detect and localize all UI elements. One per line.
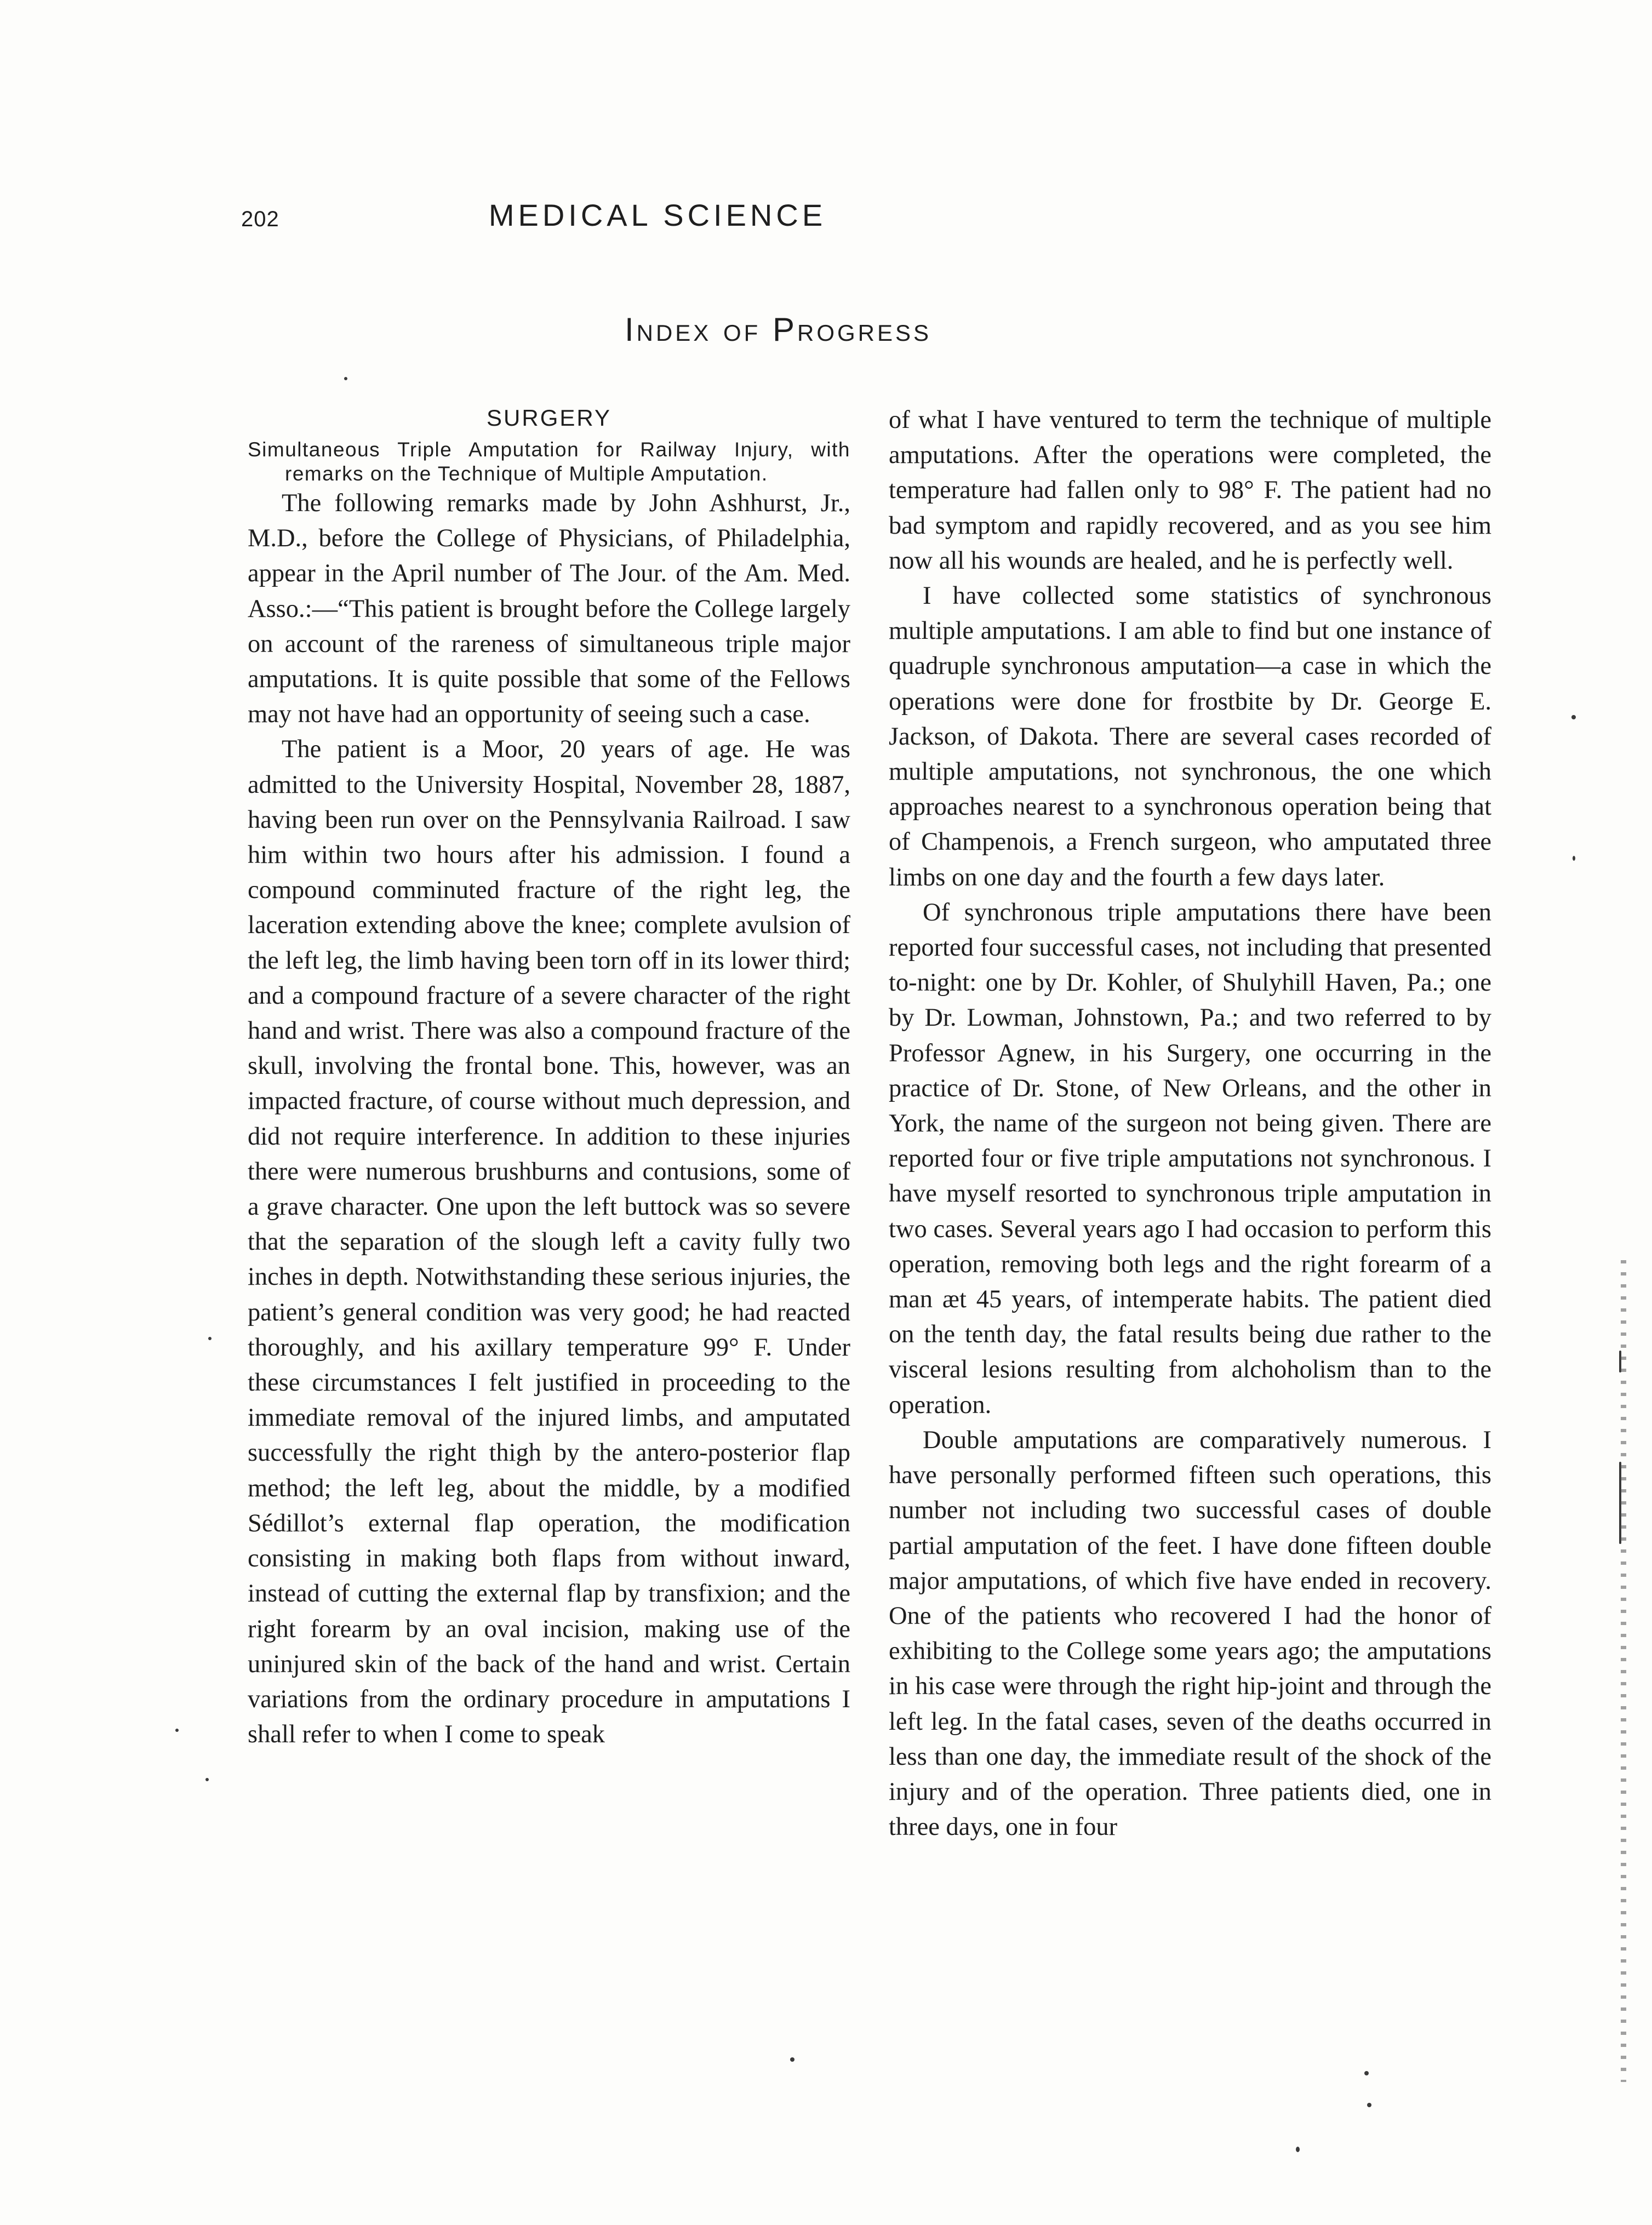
scan-speck (1364, 2071, 1369, 2075)
page-number: 202 (241, 207, 279, 231)
left-column (248, 403, 850, 1752)
paragraph: Double amputations are comparatively numerous. I have personally performed fifteen such operations, this number not including two successful cases of double partial amputation of the feet. I have done fifteen double major amputations, of which five have ended in recovery. One of the patients who recovered I had the honor of exhibiting to the College some years ago; the amputations in his case were through the right hip-joint and through the left leg. In the fatal cases, seven of the deaths occurred in less than one day, the immediate result of the shock of the injury and of the operation. Three patients died, one in three days, one in four (889, 1426, 1491, 1841)
running-head: MEDICAL SCIENCE (488, 198, 827, 232)
section-subhead: SURGERY (487, 405, 611, 431)
scan-edge-artifact (1621, 1260, 1626, 2082)
scan-speck (1367, 2103, 1371, 2107)
paragraph: of what I have ventured to term the technique of multiple amputations. After the operations were completed, the temperature had fallen only to 98° F. The patient had no bad symptom and rapidly recovered, and as you see him now all his wounds are healed, and he is perfectly well. (889, 406, 1491, 575)
scan-speck (1571, 715, 1576, 719)
right-column (889, 403, 1491, 1845)
paragraph: The patient is a Moor, 20 years of age. He was admitted to the University Hospital, November 28, 1887, having been run over on the Pennsylvania Railroad. I saw him within two hours after his admission. I found a compound comminuted fracture of the right leg, the laceration extending above the knee; complete avulsion of the left leg, the limb having been torn off in its lower third; and a compound fracture of a severe character of the right hand and wrist. There was also a compound fracture of the skull, involving the frontal bone. This, however, was an impacted fracture, of course without much depression, and did not require interference. In addition to these injuries there were numerous brushburns and contusions, some of a grave character. One upon the left buttock was so severe that the separation of the slough left a cavity fully two inches in depth. Notwithstanding these serious injuries, the patient’s general condition was very good; he had reacted thoroughly, and his axillary temperature 99° F. Under these circumstances I felt justified in proceeding to the immediate removal of the injured limbs, and amputated successfully the right thigh by the antero-posterior flap method; the left leg, about the middle, by a modified Sédillot’s external flap operation, the modification consisting in making both flaps from without inward, instead of cutting the external flap by transfixion; and the right forearm by an oval incision, making use of the uninjured skin of the back of the hand and wrist. Certain variations from the ordinary procedure in amputations I shall refer to when I come to speak (248, 735, 850, 1749)
scan-speck (1573, 856, 1575, 861)
article-title: Simultaneous Triple Amputation for Railway Injury, with remarks on the Technique of Multiple Amputation. (248, 438, 850, 485)
paragraph: I have collected some statistics of synchronous multiple amputations. I am able to find but one instance of quadruple synchronous amputation—a case in which the operations were done for frostbite by Dr. George E. Jackson, of Dakota. There are several cases recorded of multiple amputations, not synchronous, the one which approaches nearest to a synchronous operation being that of Champenois, a French surgeon, who amputated three limbs on one day and the fourth a few days later. (889, 582, 1491, 891)
scan-speck (344, 377, 347, 380)
scan-speck (1296, 2147, 1300, 2152)
scan-speck (175, 1729, 179, 1732)
section-title: Index of Progress (624, 311, 932, 348)
paragraph: The following remarks made by John Ashhurst, Jr., M.D., before the College of Physicians, of Philadelphia, appear in the April number of The Jour. of the Am. Med. Asso.:—“This patient is brought before the College largely on account of the rareness of simultaneous triple major amputations. It is quite possible that some of the Fellows may not have had an opportunity of seeing such a case. (248, 489, 850, 729)
scan-speck (208, 1337, 211, 1340)
scan-speck (205, 1778, 209, 1781)
scan-speck (790, 2057, 794, 2062)
paragraph: Of synchronous triple amputations there have been reported four successful cases, not including that presented to-night: one by Dr. Kohler, of Shulyhill Haven, Pa.; one by Dr. Lowman, Johnstown, Pa.; and two referred to by Professor Agnew, in his Surgery, one occurring in the practice of Dr. Stone, of New Orleans, and the other in York, the name of the surgeon not being given. There are reported four or five triple amputations not synchronous. I have myself resorted to synchronous triple amputation in two cases. Several years ago I had occasion to perform this operation, removing both legs and the right forearm of a man æt 45 years, of intemperate habits. The patient died on the tenth day, the fatal results being due rather to the visceral lesions resulting from alchoholism than to the operation. (889, 898, 1491, 1419)
